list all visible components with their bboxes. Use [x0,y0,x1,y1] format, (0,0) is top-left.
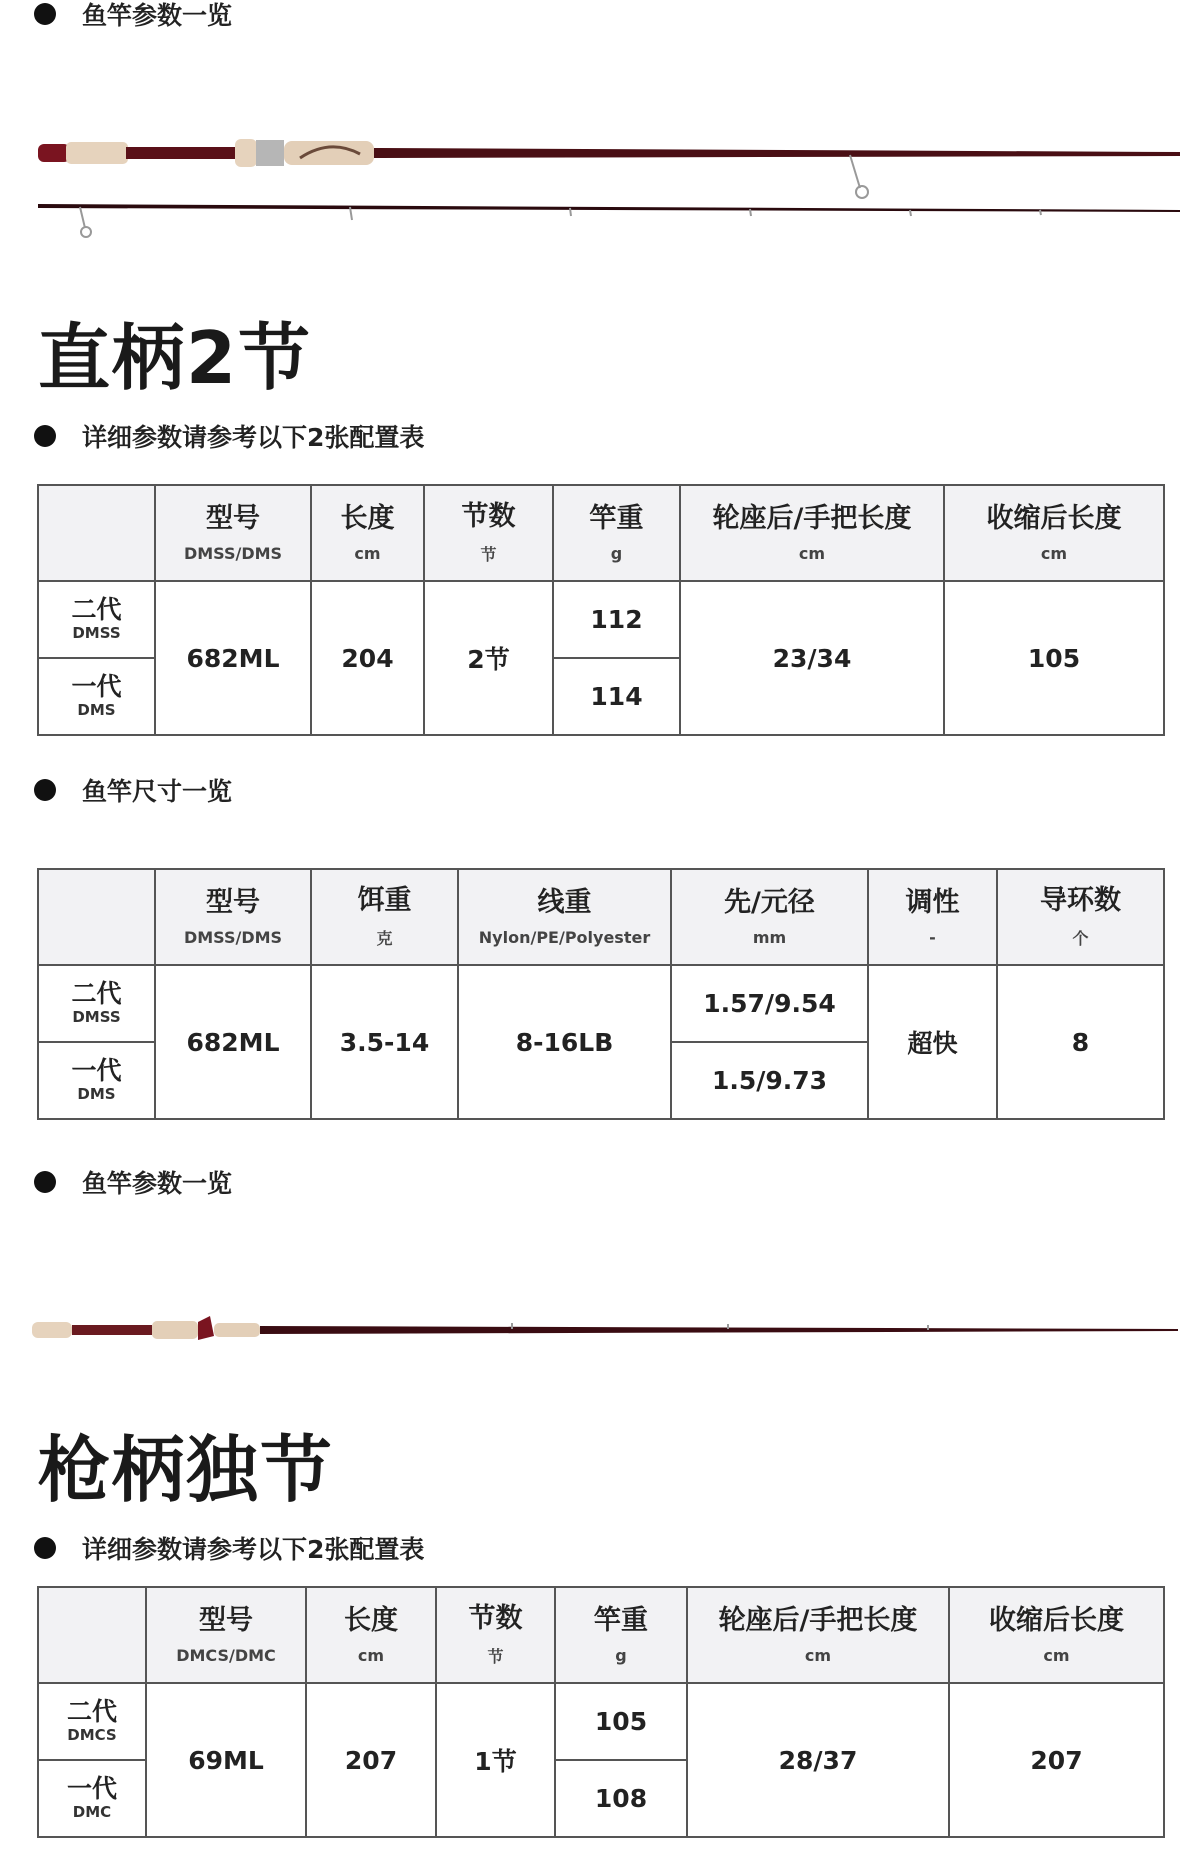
guides-cell: 8 [997,965,1164,1119]
sections-cell: 1节 [436,1683,555,1837]
corner-cell [38,869,155,965]
rod-trigger [198,1316,214,1340]
length-cell: 204 [311,581,424,735]
header-cell: 竿重 g [553,485,680,581]
header-cell: 节数 节 [424,485,553,581]
header-cell: 节数 节 [436,1587,555,1683]
diameter-cell: 1.57/9.54 [671,965,868,1042]
weight-cell: 105 [555,1683,687,1760]
header-cell: 型号 DMSS/DMS [155,869,311,965]
rod-tip-guide [910,210,911,216]
rod-tip-guide [750,209,751,216]
header-cell: 轮座后/手把长度 cm [680,485,944,581]
header-cell: 线重 Nylon/PE/Polyester [458,869,671,965]
rod-tip-blank [38,204,1180,212]
section-heading-text: 鱼竿参数一览 [82,1169,233,1198]
rod-tip-guide [80,207,85,228]
rod-tip-guide [1040,210,1041,215]
header-cell: 收缩后长度 cm [944,485,1164,581]
section-heading-casting-params [34,1164,232,1200]
casting-rod-image [28,1310,1178,1350]
bullet-icon [34,1537,56,1559]
rod-upper-blank [374,148,1180,158]
spinning-note [34,418,424,454]
weight-cell: 114 [553,658,680,735]
generation-cell: 一代 DMC [38,1760,146,1837]
size-spec-table [37,868,1165,1120]
rod-guide-line [850,155,860,188]
rod-fore-grip [214,1323,260,1337]
generation-cell: 二代 DMSS [38,965,155,1042]
section-heading-params-top [34,0,232,32]
section-heading-size [34,772,232,808]
header-cell: 调性 - [868,869,997,965]
generation-cell: 一代 DMS [38,1042,155,1119]
line-weight-cell: 8-16LB [458,965,671,1119]
corner-cell [38,1587,146,1683]
table-header-row [38,1587,1164,1683]
table-header-row [38,485,1164,581]
generation-cell: 二代 DMCS [38,1683,146,1760]
lure-weight-cell: 3.5-14 [311,965,458,1119]
collapsed-length-cell: 105 [944,581,1164,735]
bullet-icon [34,779,56,801]
header-cell: 长度 cm [311,485,424,581]
rod-reel-seat-metal [256,140,284,166]
rod-butt-cap [38,144,70,162]
corner-cell [38,485,155,581]
handle-length-cell: 28/37 [687,1683,949,1837]
rod-tip-guide [570,208,571,216]
table-row [38,1683,1164,1760]
spinning-rod-image [30,128,1180,243]
bullet-icon [34,425,56,447]
rod-tip-guide-ring [81,227,91,237]
header-cell: 先/元径 mm [671,869,868,965]
section-heading-text: 鱼竿尺寸一览 [82,777,233,806]
bullet-icon [34,3,56,25]
handle-length-cell: 23/34 [680,581,944,735]
header-cell: 收缩后长度 cm [949,1587,1164,1683]
header-cell: 轮座后/手把长度 cm [687,1587,949,1683]
generation-cell: 二代 DMSS [38,581,155,658]
rod-cork-grip [66,142,128,164]
weight-cell: 108 [555,1760,687,1837]
header-cell: 竿重 g [555,1587,687,1683]
header-cell: 饵重 克 [311,869,458,965]
rod-blank-handle [72,1325,152,1335]
rod-blank-handle [126,147,236,159]
table-header-row [38,869,1164,965]
casting-spec-table [37,1586,1165,1838]
rod-reel-seat [152,1321,198,1339]
model-cell: 69ML [146,1683,306,1837]
sections-cell: 2节 [424,581,553,735]
header-cell: 型号 DMCS/DMC [146,1587,306,1683]
casting-note [34,1530,424,1566]
note-text: 详细参数请参考以下2张配置表 [82,423,425,452]
table-row [38,965,1164,1042]
model-cell: 682ML [155,581,311,735]
generation-cell: 一代 DMS [38,658,155,735]
header-cell: 导环数 个 [997,869,1164,965]
collapsed-length-cell: 207 [949,1683,1164,1837]
spinning-title: 直柄2节 [38,316,313,400]
rod-blank [260,1326,1178,1334]
bullet-icon [34,1171,56,1193]
rod-guide-ring [856,186,868,198]
weight-cell: 112 [553,581,680,658]
note-text: 详细参数请参考以下2张配置表 [82,1535,425,1564]
spinning-spec-table [37,484,1165,736]
rod-butt-cork [32,1322,72,1338]
action-cell: 超快 [868,965,997,1119]
rod-reel-seat-cork [235,139,257,167]
length-cell: 207 [306,1683,436,1837]
model-cell: 682ML [155,965,311,1119]
diameter-cell: 1.5/9.73 [671,1042,868,1119]
header-cell: 型号 DMSS/DMS [155,485,311,581]
casting-title: 枪柄独节 [38,1428,335,1512]
header-cell: 长度 cm [306,1587,436,1683]
section-heading-text: 鱼竿参数一览 [82,1,233,30]
table-row [38,581,1164,658]
